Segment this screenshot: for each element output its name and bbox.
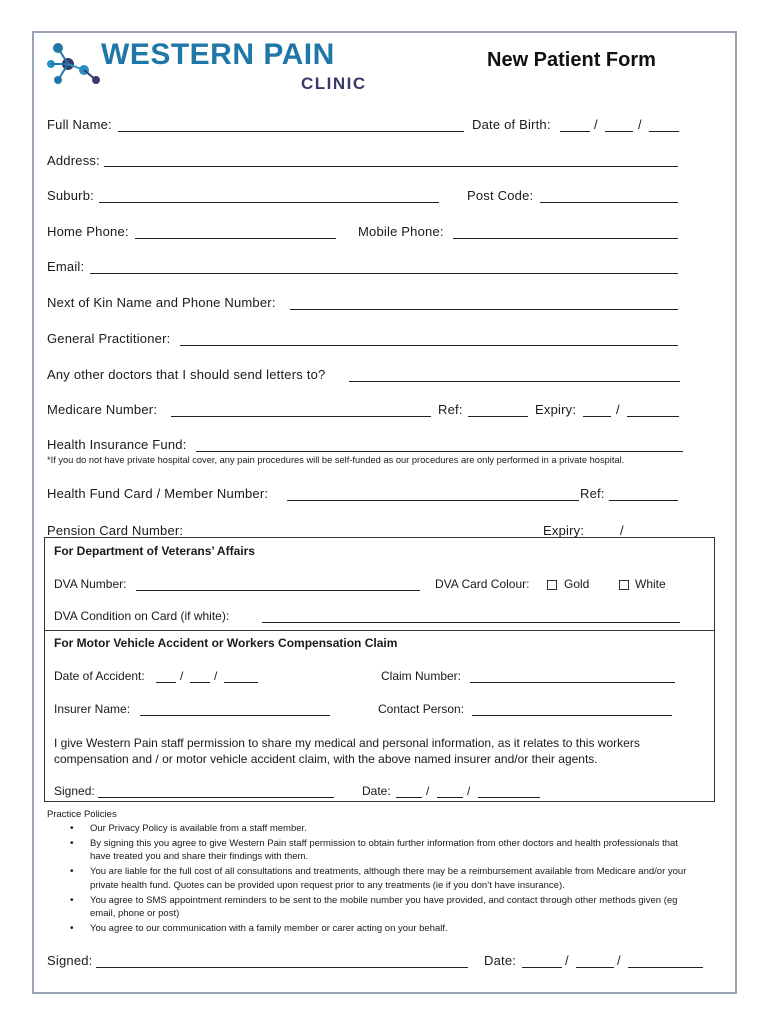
policy-item: • You agree to SMS appointment reminders to be sent to the mobile number you have provided, and contact through other methods given (eg email, phone or post): [90, 894, 700, 921]
address-field[interactable]: [104, 166, 678, 167]
accident-year-field[interactable]: [224, 682, 258, 683]
medicare-label: Medicare Number:: [47, 402, 158, 417]
email-label: Email:: [47, 259, 85, 274]
email-field[interactable]: [90, 273, 678, 274]
mva-section: [44, 630, 715, 802]
dva-number-field[interactable]: [136, 590, 420, 591]
full-name-label: Full Name:: [47, 117, 112, 132]
health-fund-ref-field[interactable]: [609, 500, 678, 501]
dva-gold-checkbox[interactable]: [547, 580, 557, 590]
insurer-name-label: Insurer Name:: [54, 702, 131, 716]
date-month-field[interactable]: [576, 967, 614, 968]
gp-label: General Practitioner:: [47, 331, 171, 346]
gp-field[interactable]: [180, 345, 678, 346]
accident-date-label: Date of Accident:: [54, 669, 145, 683]
medicare-expiry-label: Expiry:: [535, 402, 577, 417]
mobile-phone-field[interactable]: [453, 238, 678, 239]
dob-slash: /: [638, 117, 642, 132]
dva-condition-field[interactable]: [262, 622, 680, 623]
insurer-name-field[interactable]: [140, 715, 330, 716]
other-doctors-label: Any other doctors that I should send letters to?: [47, 367, 326, 382]
post-code-field[interactable]: [540, 202, 678, 203]
accident-month-field[interactable]: [190, 682, 210, 683]
signature-field[interactable]: [96, 967, 468, 968]
policy-item: • By signing this you agree to give Western Pain staff permission to obtain further information from other doctors and health professionals that have treated you and share their findings with them.: [90, 837, 700, 864]
accident-slash: /: [214, 669, 218, 683]
logo-subtext: CLINIC: [301, 74, 367, 93]
date-label: Date:: [484, 953, 517, 968]
policy-item: • You agree to our communication with a family member or carer acting on your behalf.: [90, 922, 700, 935]
date-year-field[interactable]: [628, 967, 703, 968]
policy-item: • You are liable for the full cost of all consultations and treatments, although there may be a reimbursement available from Medicare and/or your private health fund. Quotes can be provided upon request prior to any treatments (ie if you don’t have insurance).: [90, 865, 700, 892]
medicare-ref-field[interactable]: [468, 416, 528, 417]
form-title: New Patient Form: [487, 49, 656, 71]
dva-white-label: White: [635, 577, 666, 591]
logo-text: WESTERN PAIN: [101, 38, 335, 71]
dob-label: Date of Birth:: [472, 117, 551, 132]
health-fund-card-field[interactable]: [287, 500, 579, 501]
dva-heading: For Department of Veterans’ Affairs: [54, 544, 255, 558]
mva-date-slash: /: [426, 784, 430, 798]
dva-white-checkbox[interactable]: [619, 580, 629, 590]
address-label: Address:: [47, 153, 100, 168]
post-code-label: Post Code:: [467, 188, 534, 203]
accident-slash: /: [180, 669, 184, 683]
mva-signature-field[interactable]: [98, 797, 334, 798]
medicare-ref-label: Ref:: [438, 402, 463, 417]
medicare-expiry-year-field[interactable]: [627, 416, 679, 417]
health-fund-card-label: Health Fund Card / Member Number:: [47, 486, 269, 501]
accident-day-field[interactable]: [156, 682, 176, 683]
mva-heading: For Motor Vehicle Accident or Workers Compensation Claim: [54, 636, 398, 650]
health-fund-field[interactable]: [196, 451, 683, 452]
dva-condition-label: DVA Condition on Card (if white):: [54, 609, 230, 623]
expiry-slash: /: [616, 402, 620, 417]
home-phone-label: Home Phone:: [47, 224, 129, 239]
dob-year-field[interactable]: [649, 131, 679, 132]
pension-label: Pension Card Number:: [47, 523, 184, 538]
suburb-label: Suburb:: [47, 188, 94, 203]
health-fund-ref-label: Ref:: [580, 486, 605, 501]
policy-item: • Our Privacy Policy is available from a staff member.: [90, 822, 700, 835]
permission-statement: I give Western Pain staff permission to share my medical and personal information, as it relates to this workers compensation and / or motor vehicle accident claim, with the above named insurer and/or their agents.: [54, 736, 640, 766]
policies-list: [90, 822, 730, 937]
signed-label: Signed:: [47, 953, 93, 968]
mva-date-month-field[interactable]: [437, 797, 463, 798]
pension-expiry-label: Expiry:: [543, 523, 585, 538]
mva-signed-label: Signed:: [54, 784, 95, 798]
mva-date-label: Date:: [362, 784, 391, 798]
mva-date-slash: /: [467, 784, 471, 798]
dob-month-field[interactable]: [605, 131, 633, 132]
claim-number-field[interactable]: [470, 682, 675, 683]
dob-day-field[interactable]: [560, 131, 590, 132]
mva-date-day-field[interactable]: [396, 797, 422, 798]
dva-card-colour-label: DVA Card Colour:: [435, 577, 530, 591]
suburb-field[interactable]: [99, 202, 439, 203]
date-day-field[interactable]: [522, 967, 562, 968]
full-name-field[interactable]: [118, 131, 464, 132]
date-slash: /: [617, 953, 621, 968]
medicare-field[interactable]: [171, 416, 431, 417]
dva-number-label: DVA Number:: [54, 577, 127, 591]
dva-gold-label: Gold: [564, 577, 590, 591]
health-fund-note: *If you do not have private hospital cover, any pain procedures will be self-funded as our procedures are only performed in a private hospital.: [47, 455, 625, 465]
mva-date-year-field[interactable]: [478, 797, 540, 798]
medicare-expiry-month-field[interactable]: [583, 416, 611, 417]
policies-heading: Practice Policies: [47, 809, 117, 820]
dob-slash: /: [594, 117, 598, 132]
date-slash: /: [565, 953, 569, 968]
contact-person-field[interactable]: [472, 715, 672, 716]
next-of-kin-field[interactable]: [290, 309, 678, 310]
pension-expiry-slash: /: [620, 523, 624, 538]
health-fund-label: Health Insurance Fund:: [47, 437, 187, 452]
claim-number-label: Claim Number:: [381, 669, 462, 683]
contact-person-label: Contact Person:: [378, 702, 465, 716]
mobile-phone-label: Mobile Phone:: [358, 224, 444, 239]
home-phone-field[interactable]: [135, 238, 336, 239]
other-doctors-field[interactable]: [349, 381, 680, 382]
next-of-kin-label: Next of Kin Name and Phone Number:: [47, 295, 276, 310]
clinic-logo-icon: [44, 40, 104, 88]
